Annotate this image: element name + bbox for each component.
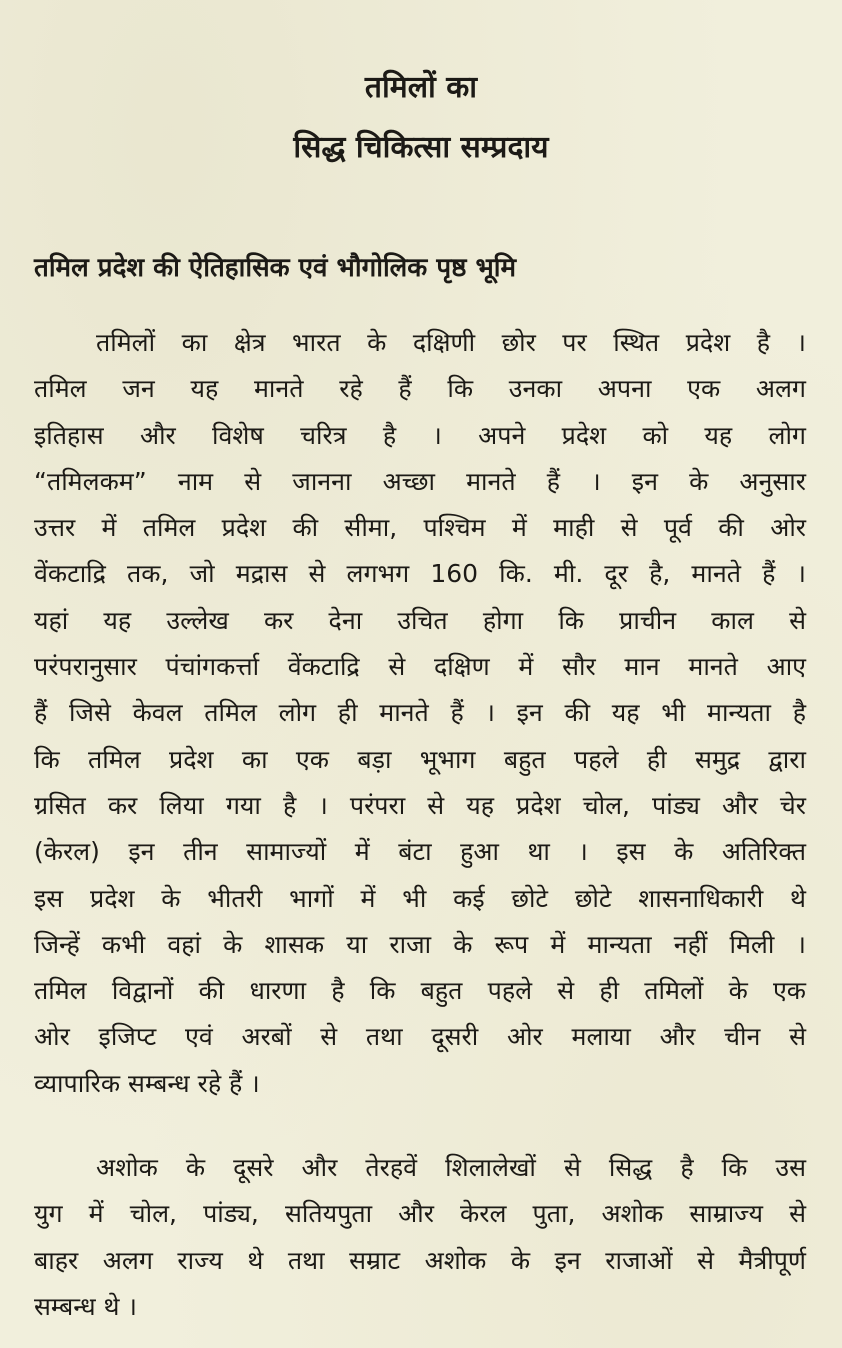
paragraph-2-line: सम्बन्ध थे । [34,1291,137,1321]
paragraph-1-line: जिन्हें कभी वहां के शासक या राजा के रूप में मान्यता नहीं मिली । [34,929,806,959]
paragraph-1-line: हैं जिसे केवल तमिल लोग ही मानते हैं । इन की यह भी मान्यता है [34,698,806,728]
paragraph-1-line: तमिलों का क्षेत्र भारत के दक्षिणी छोर पर स्थित प्रदेश है । [96,328,806,357]
paragraph-2-line: युग में चोल, पांड्य, सतियपुता और केरल पुता, अशोक साम्राज्य से [34,1199,806,1229]
paragraph-1-line: (केरल) इन तीन सामाज्यों में बंटा हुआ था । इस के अतिरिक्त [34,837,806,867]
paragraph-1-line: इस प्रदेश के भीतरी भागों में भी कई छोटे छोटे शासनाधिकारी थे [34,883,806,913]
section-heading: तमिल प्रदेश की ऐतिहासिक एवं भौगोलिक पृष्ठ भूमि [34,253,517,283]
paragraph-1-line: यहां यह उल्लेख कर देना उचित होगा कि प्राचीन काल से [34,605,806,635]
paragraph-1-line: ग्रसित कर लिया गया है । परंपरा से यह प्रदेश चोल, पांड्य और चेर [34,790,806,820]
paragraph-2-line: अशोक के दूसरे और तेरहवें शिलालेखों से सिद्ध है कि उस [96,1153,806,1182]
paragraph-1-line: तमिल जन यह मानते रहे हैं कि उनका अपना एक अलग [34,374,806,404]
paragraph-1-line: तमिल विद्वानों की धारणा है कि बहुत पहले से ही तमिलों के एक [34,976,806,1006]
paragraph-1 [34,320,806,1107]
title-line-1: तमिलों का [364,70,478,105]
paragraph-2 [34,1145,806,1330]
paragraph-2-line: बाहर अलग राज्य थे तथा सम्राट अशोक के इन राजाओं से मैत्रीपूर्ण [34,1245,806,1275]
paragraph-1-line: “तमिलकम” नाम से जानना अच्छा मानते हैं । इन के अनुसार [34,466,806,496]
paragraph-1-line: कि तमिल प्रदेश का एक बड़ा भूभाग बहुत पहले ही समुद्र द्वारा [34,744,806,774]
paragraph-1-line: ओर इजिप्ट एवं अरबों से तथा दूसरी ओर मलाया और चीन से [34,1022,806,1052]
paragraph-1-line: व्यापारिक सम्बन्ध रहे हैं । [34,1068,260,1098]
title-line-2: सिद्ध चिकित्सा सम्प्रदाय [293,130,549,165]
paragraph-1-line: उत्तर में तमिल प्रदेश की सीमा, पश्चिम में माही से पूर्व की ओर [34,513,806,543]
paragraph-1-line: इतिहास और विशेष चरित्र है । अपने प्रदेश को यह लोग [34,420,806,450]
paragraph-1-line: परंपरानुसार पंचांगकर्त्ता वेंकटाद्रि से दक्षिण में सौर मान मानते आए [34,652,806,682]
paragraph-1-line: वेंकटाद्रि तक, जो मद्रास से लगभग 160 कि. मी. दूर है, मानते हैं । [34,559,806,589]
